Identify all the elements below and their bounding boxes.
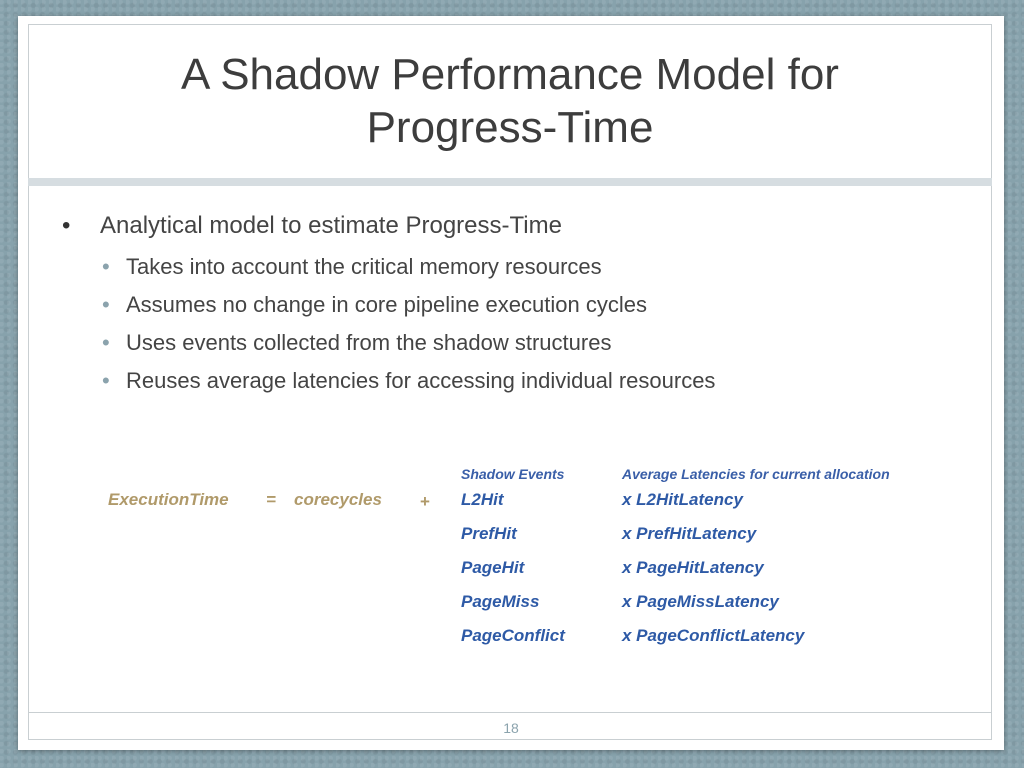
latencies-header: Average Latencies for current allocation [622,466,890,482]
sub-bullet [58,330,958,356]
bullet-main [58,212,958,240]
equation-plus: + [420,492,430,511]
sub-bullet-text: Uses events collected from the shadow structures [126,330,612,355]
event-latency: x PageConflictLatency [622,626,805,645]
footer-divider [28,712,992,713]
event-name: PageHit [461,558,525,577]
bullet-main-text: Analytical model to estimate Progress-Time [100,212,562,239]
sub-bullet [58,292,958,318]
sub-bullet [58,254,958,280]
sub-bullet-dot-icon: • [102,254,110,279]
equation-block [18,464,1004,664]
events-header: Shadow Events [461,466,565,482]
event-name: PrefHit [461,524,517,543]
equation-equals: = [266,490,276,509]
event-latency: x PrefHitLatency [622,524,757,543]
event-latency: x PageMissLatency [622,592,779,611]
page-number: 18 [503,720,519,736]
event-name: PageMiss [461,592,540,611]
sub-bullet-text: Reuses average latencies for accessing individual resources [126,368,716,393]
event-name: L2Hit [461,490,504,509]
equation-lhs: ExecutionTime [108,490,229,509]
sub-bullet-dot-icon: • [102,292,110,317]
slide-title: A Shadow Performance Model for Progress-Time [181,50,839,152]
sub-bullet-dot-icon: • [102,368,110,393]
title-area [28,24,992,180]
sub-bullet-text: Assumes no change in core pipeline execution cycles [126,292,647,317]
slide [18,16,1004,750]
equation-term: corecycles [294,490,382,509]
event-latency: x PageHitLatency [622,558,764,577]
event-latency: x L2HitLatency [622,490,743,509]
bullet-list [58,212,958,406]
bullet-dot-icon: • [62,212,71,239]
sub-bullet-dot-icon: • [102,330,110,355]
sub-bullet-text: Takes into account the critical memory resources [126,254,602,279]
title-divider [28,178,992,186]
sub-bullet [58,368,958,394]
event-name: PageConflict [461,626,565,645]
